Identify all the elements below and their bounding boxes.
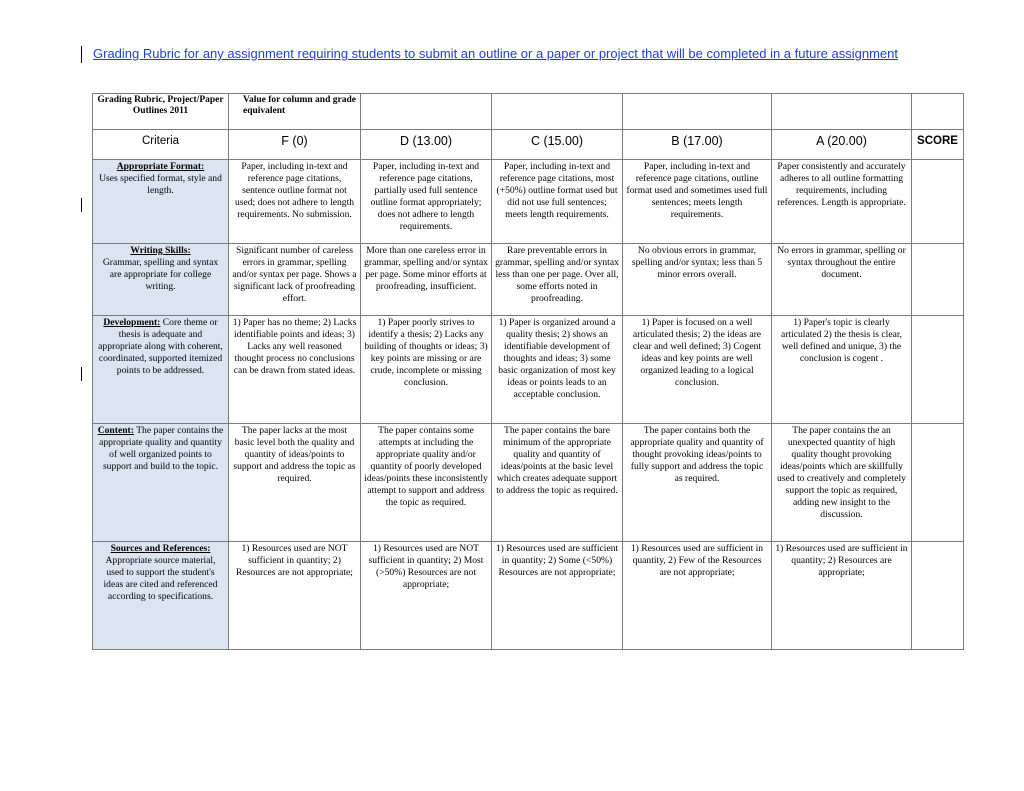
grade-cell[interactable]: 1) Paper is focused on a well articulated thesis; 2) the ideas are clear and well defined; 3) Cogent ideas and key points are well organized leading to a logical conclusion. — [623, 316, 772, 424]
score-cell[interactable] — [912, 424, 964, 542]
grade-cell[interactable]: No errors in grammar, spelling or syntax throughout the entire document. — [772, 244, 912, 316]
grade-cell[interactable]: 1) Resources used are sufficient in quantity; 2) Resources are appropriate; — [772, 542, 912, 650]
table-row — [93, 316, 964, 424]
criterion-desc: The paper contains the appropriate quality and quantity of well organized points to support and build to the topic. — [99, 425, 224, 472]
grade-cell[interactable]: 1) Resources used are NOT sufficient in quantity; 2) Most (>50%) Resources are not appropriate; — [361, 542, 492, 650]
corner-label: Grading Rubric, Project/Paper Outlines 2011 — [93, 94, 229, 130]
grade-cell[interactable]: Paper, including in-text and reference page citations, most (+50%) outline format used but did not use full sentences; meets length requirements. — [492, 160, 623, 244]
table-row — [93, 424, 964, 542]
empty-header-cell — [912, 94, 964, 130]
criteria-header: Criteria — [93, 130, 229, 160]
grade-cell[interactable]: Paper, including in-text and reference page citations, partially used full sentence outline format appropriately; does not adhere to length requirements. — [361, 160, 492, 244]
score-cell[interactable] — [912, 542, 964, 650]
criterion-name: Writing Skills: — [130, 245, 191, 256]
criterion-cell — [93, 316, 229, 424]
grade-cell[interactable]: The paper contains the an unexpected quantity of high quality thought provoking ideas/points which are skillfully used to creatively and completely support the topic as required, adding new insight to the discussion. — [772, 424, 912, 542]
criterion-name: Content: — [97, 425, 134, 436]
criterion-desc: Core theme or thesis is adequate and appropriate along with coherent, coordinated, supported itemized points to be addressed. — [98, 317, 223, 376]
criterion-name: Sources and References: — [110, 543, 211, 554]
grade-cell[interactable]: 1) Resources used are NOT sufficient in quantity; 2) Resources are not appropriate; — [229, 542, 361, 650]
grade-cell[interactable]: Paper, including in-text and reference page citations, outline format used and sometimes used full sentences; meets length requirements. — [623, 160, 772, 244]
criterion-name: Appropriate Format: — [116, 161, 205, 172]
grade-cell[interactable]: The paper lacks at the most basic level both the quality and quantity of ideas/points to support and address the topic as required. — [229, 424, 361, 542]
grade-cell[interactable]: Significant number of careless errors in grammar, spelling and/or syntax per page. Shows a significant lack of proofreading effort. — [229, 244, 361, 316]
criterion-desc: Grammar, spelling and syntax are appropriate for college writing. — [102, 257, 219, 292]
change-bar-format — [81, 198, 82, 212]
criterion-cell — [93, 160, 229, 244]
criterion-desc: Appropriate source material, used to support the student's ideas are cited and referenced according to specifications. — [103, 555, 218, 602]
score-cell[interactable] — [912, 244, 964, 316]
table-row — [93, 542, 964, 650]
criterion-cell — [93, 542, 229, 650]
grade-header-a: A (20.00) — [772, 130, 912, 160]
score-cell[interactable] — [912, 316, 964, 424]
grade-cell[interactable]: Paper consistently and accurately adheres to all outline formatting requirements, including references. Length is appropriate. — [772, 160, 912, 244]
header-row-grades — [93, 130, 964, 160]
criterion-name: Development: — [103, 317, 161, 328]
change-bar-title — [81, 46, 82, 63]
grade-cell[interactable]: 1) Paper is organized around a quality thesis; 2) shows an identifiable development of thoughts and ideas; 3) some basic organization of most key ideas or points leads to an acceptable conclusion. — [492, 316, 623, 424]
criterion-desc: Uses specified format, style and length. — [99, 173, 222, 196]
grade-cell[interactable]: 1) Paper's topic is clearly articulated 2) the thesis is clear, well defined and unique, 3) the conclusion is cogent . — [772, 316, 912, 424]
change-bar-development — [81, 367, 82, 381]
grade-cell[interactable]: Paper, including in-text and reference page citations, sentence outline format not used; does not adhere to length requirements. No submission. — [229, 160, 361, 244]
grade-header-c: C (15.00) — [492, 130, 623, 160]
empty-header-cell — [772, 94, 912, 130]
grade-header-d: D (13.00) — [361, 130, 492, 160]
table-row — [93, 244, 964, 316]
header-row-top — [93, 94, 964, 130]
grade-cell[interactable]: 1) Paper has no theme; 2) Lacks identifiable points and ideas; 3) Lacks any well reasoned thought process no conclusions can be drawn from stated ideas. — [229, 316, 361, 424]
grade-cell[interactable]: More than one careless error in grammar, spelling and/or syntax per page. Some minor efforts at proofreading, insufficient. — [361, 244, 492, 316]
grade-cell[interactable]: The paper contains the bare minimum of the appropriate quality and quantity of ideas/points at the basic level which creates adequate support to address the topic as required. — [492, 424, 623, 542]
grade-cell[interactable]: 1) Paper poorly strives to identify a thesis; 2) Lacks any building of thoughts or ideas; 3) key points are missing or are crude, incomplete or missing conclusion. — [361, 316, 492, 424]
criterion-cell — [93, 424, 229, 542]
empty-header-cell — [623, 94, 772, 130]
empty-header-cell — [492, 94, 623, 130]
grade-cell[interactable]: 1) Resources used are sufficient in quantity, 2) Few of the Resources are not appropriate; — [623, 542, 772, 650]
grade-cell[interactable]: The paper contains some attempts at including the appropriate quality and/or quantity of poorly developed ideas/points these inconsistently attempt to support and address the topic as required. — [361, 424, 492, 542]
score-header: SCORE — [912, 130, 964, 160]
criterion-cell — [93, 244, 229, 316]
empty-header-cell — [361, 94, 492, 130]
table-row — [93, 160, 964, 244]
page-title[interactable]: Grading Rubric for any assignment requiring students to submit an outline or a paper or project that will be completed in a future assignment — [93, 46, 898, 61]
grade-cell[interactable]: 1) Resources used are sufficient in quantity; 2) Some (<50%) Resources are not appropriate; — [492, 542, 623, 650]
grade-cell[interactable]: Rare preventable errors in grammar, spelling and/or syntax less than one per page. Over all, some efforts noted in proofreading. — [492, 244, 623, 316]
rubric-table — [92, 93, 964, 650]
grade-cell[interactable]: No obvious errors in grammar, spelling and/or syntax; less than 5 minor errors overall. — [623, 244, 772, 316]
value-label: Value for column and grade equivalent — [229, 94, 361, 130]
grade-header-b: B (17.00) — [623, 130, 772, 160]
grade-header-f: F (0) — [229, 130, 361, 160]
grade-cell[interactable]: The paper contains both the appropriate quality and quantity of thought provoking ideas/points to fully support and address the topic as required. — [623, 424, 772, 542]
score-cell[interactable] — [912, 160, 964, 244]
